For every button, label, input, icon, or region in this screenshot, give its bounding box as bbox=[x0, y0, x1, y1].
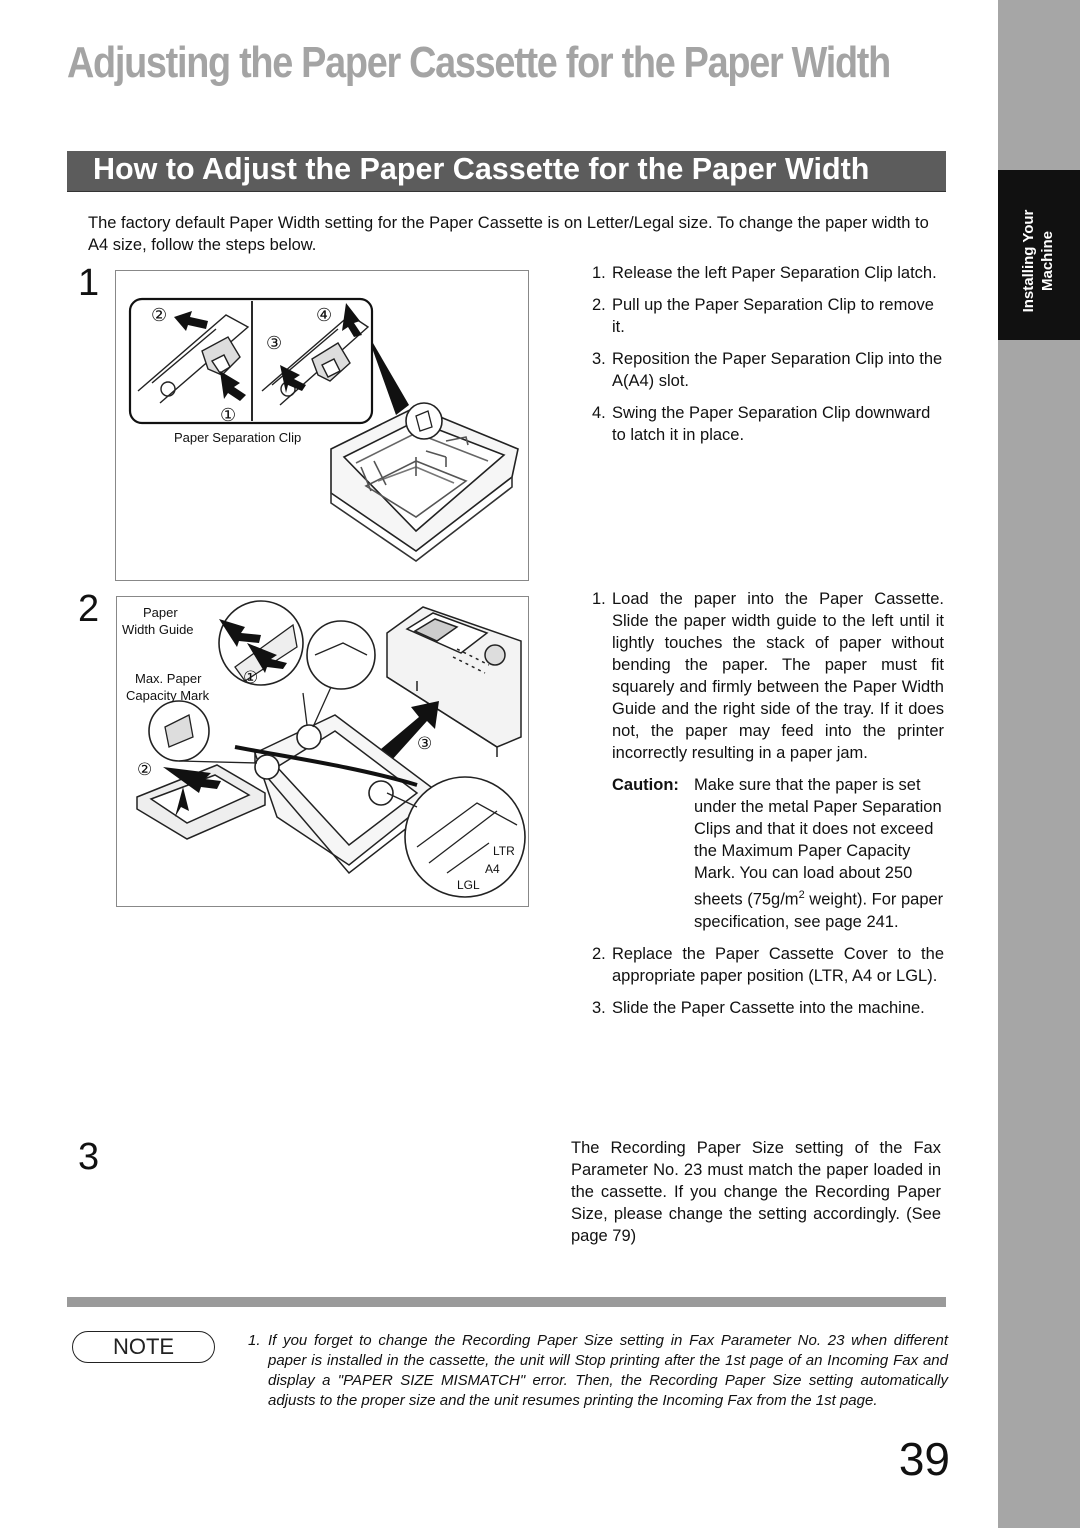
step-2-figure bbox=[116, 596, 529, 907]
step-2-number: 2 bbox=[78, 588, 100, 630]
caution-block bbox=[612, 774, 944, 933]
step-3-number: 3 bbox=[78, 1136, 100, 1178]
label-lgl: LGL bbox=[457, 878, 480, 892]
callout-1: ① bbox=[220, 405, 237, 425]
label-a4: A4 bbox=[485, 862, 500, 876]
list-item bbox=[592, 997, 944, 1019]
list-item bbox=[592, 588, 944, 764]
figure-label-paper-separation-clip: Paper Separation Clip bbox=[174, 430, 302, 445]
item-number: 4. bbox=[592, 404, 606, 422]
note-badge: NOTE bbox=[72, 1331, 215, 1363]
label-paper-width-guide-2: Width Guide bbox=[122, 622, 194, 637]
item-text: Pull up the Paper Separation Clip to remove it. bbox=[612, 296, 934, 336]
item-text: Replace the Paper Cassette Cover to the appropriate paper position (LTR, A4 or LGL). bbox=[612, 944, 944, 985]
note-text: If you forget to change the Recording Paper Size setting in Fax Parameter No. 23 when different paper is installed in the cassette, the unit will Stop printing after the 1st page of an Incoming Fax and display a "PAPER SIZE MISMATCH" error. Then, the Recording Paper Size setting automatically adjusts to the proper size and the unit resumes printing the Incoming Fax from the 1st page. bbox=[268, 1332, 948, 1409]
item-number: 2. bbox=[592, 296, 606, 314]
chapter-tab-line2: Machine bbox=[1039, 231, 1056, 292]
zoom-circle bbox=[307, 621, 375, 689]
item-text: Swing the Paper Separation Clip downward to latch it in place. bbox=[612, 404, 931, 444]
step-1-figure bbox=[115, 270, 529, 581]
callout-3: ③ bbox=[266, 333, 283, 353]
callout-1: ① bbox=[243, 668, 259, 687]
callout-4: ④ bbox=[316, 305, 333, 325]
section-title: How to Adjust the Paper Cassette for the Paper Width bbox=[93, 152, 870, 186]
item-number: 2. bbox=[592, 944, 606, 963]
list-item bbox=[592, 294, 944, 338]
intro-paragraph: The factory default Paper Width setting for the Paper Cassette is on Letter/Legal size. To change the paper width to A4 size, follow the steps below. bbox=[88, 214, 929, 254]
item-number: 1. bbox=[592, 590, 606, 608]
chapter-tab-line1: Installing Your bbox=[1020, 209, 1037, 313]
list-item bbox=[592, 943, 944, 987]
note-number: 1. bbox=[248, 1332, 261, 1349]
callout-3: ③ bbox=[417, 734, 433, 753]
item-number: 3. bbox=[592, 350, 606, 368]
step-1-illustration bbox=[116, 271, 528, 580]
item-text: Load the paper into the Paper Cassette. Slide the paper width guide to the left until it lightly touches the stack of paper without bending the paper. The paper must fit squarely and firmly between the Paper Width Guide and the right side of the tray. If it does not, the paper may feed into the printer incorrectly resulting in a paper jam. bbox=[612, 590, 944, 762]
label-paper-width-guide-1: Paper bbox=[143, 605, 178, 620]
label-ltr: LTR bbox=[493, 844, 515, 858]
chapter-tab bbox=[998, 170, 1080, 340]
section-heading-bar bbox=[67, 151, 946, 192]
caution-label: Caution: bbox=[612, 776, 679, 794]
page-number: 39 bbox=[898, 1433, 950, 1485]
list-item bbox=[592, 348, 944, 392]
step-1-instructions bbox=[592, 262, 944, 456]
step-1-number: 1 bbox=[78, 262, 100, 304]
divider bbox=[67, 1297, 946, 1307]
callout-2: ② bbox=[151, 305, 168, 325]
item-number: 1. bbox=[592, 264, 606, 282]
note-text-block bbox=[248, 1331, 948, 1411]
list-item bbox=[592, 262, 944, 284]
item-text: Slide the Paper Cassette into the machine. bbox=[612, 998, 925, 1017]
caution-text-end: weight). For paper specification, see page 241. bbox=[694, 890, 944, 931]
step-3-text: The Recording Paper Size setting of the Fax Parameter No. 23 must match the paper loaded in the cassette. If you change the Recording Paper Size, please change the setting accordingly. (See page 79) bbox=[571, 1139, 941, 1245]
item-number: 3. bbox=[592, 998, 606, 1017]
list-item bbox=[592, 402, 944, 446]
step-2-instructions bbox=[592, 588, 944, 1029]
page-title: Adjusting the Paper Cassette for the Paper Width bbox=[67, 38, 890, 87]
label-max-paper-1: Max. Paper bbox=[135, 671, 202, 686]
label-max-paper-2: Capacity Mark bbox=[126, 688, 210, 703]
item-text: Release the left Paper Separation Clip latch. bbox=[612, 264, 937, 282]
item-text: Reposition the Paper Separation Clip into the A(A4) slot. bbox=[612, 350, 943, 390]
caution-superscript: 2 bbox=[798, 889, 805, 901]
step-2-illustration bbox=[117, 597, 528, 906]
zoom-circle bbox=[406, 403, 442, 439]
caution-text: Make sure that the paper is set under the metal Paper Separation Clips and that it does not exceed the Maximum Paper Capacity Mark. You can load about 250 sheets (75g/m bbox=[694, 776, 942, 909]
callout-2: ② bbox=[137, 760, 153, 779]
